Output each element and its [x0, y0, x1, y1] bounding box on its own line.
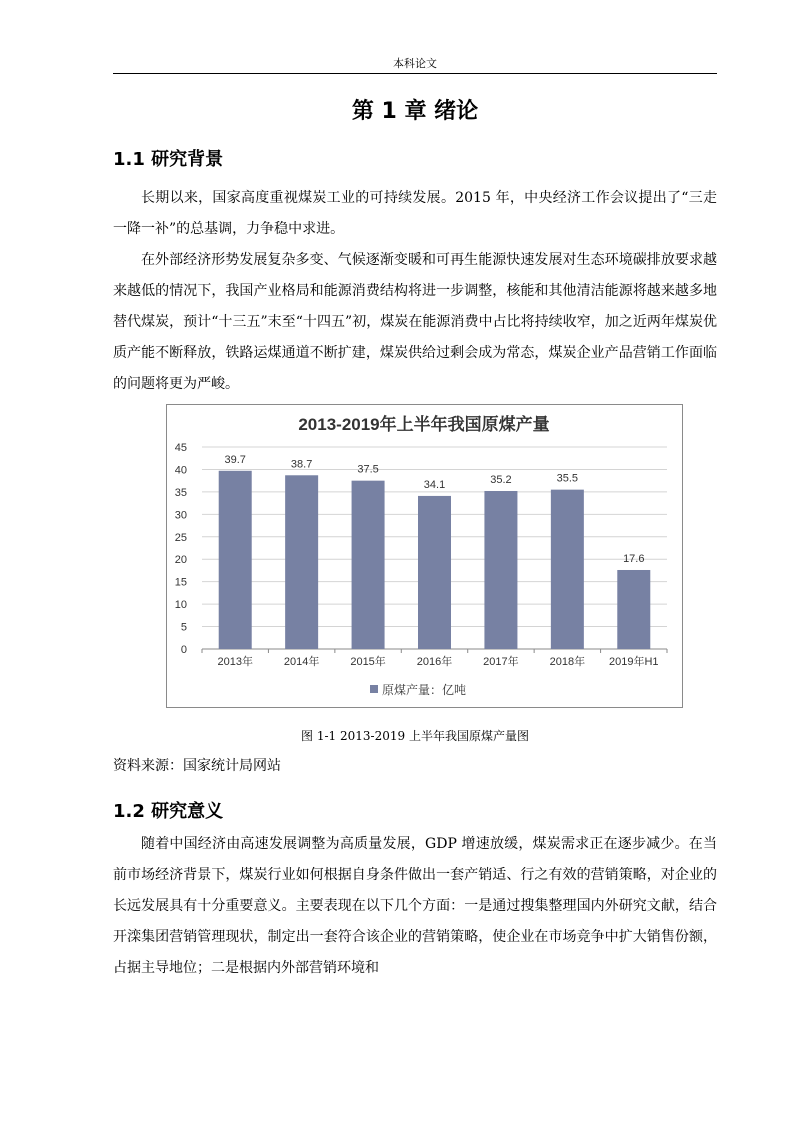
y-tick-label: 25 — [174, 531, 187, 544]
y-tick-label: 5 — [180, 621, 187, 634]
data-label: 38.7 — [290, 458, 313, 471]
bar — [219, 471, 252, 649]
legend-swatch — [370, 685, 378, 693]
data-label: 35.5 — [556, 472, 579, 485]
figure-caption: 图 1-1 2013-2019 上半年我国原煤产量图 — [301, 729, 529, 743]
paragraph: 长期以来，国家高度重视煤炭工业的可持续发展。2015 年，中央经济工作会议提出了“三走一降一补”的总基调，力争稳中求进。 — [113, 190, 717, 237]
bar — [551, 490, 584, 649]
bar-chart — [166, 404, 683, 708]
chart-svg — [167, 405, 682, 707]
x-tick-label: 2017年 — [483, 656, 519, 668]
x-tick-label: 2016年 — [416, 656, 453, 668]
y-tick-label: 45 — [174, 442, 187, 454]
section-title-significance: 1.2 研究意义 — [113, 801, 224, 822]
bar — [285, 475, 318, 649]
y-tick-label: 15 — [174, 576, 187, 589]
data-label: 37.5 — [357, 463, 379, 476]
y-tick-label: 0 — [180, 644, 187, 656]
chart-title: 2013-2019年上半年我国原煤产量 — [298, 415, 550, 434]
x-tick-label: 2013年 — [217, 656, 253, 668]
bar — [484, 491, 517, 649]
chapter-title: 第 1 章 绪论 — [351, 99, 479, 124]
data-label: 39.7 — [224, 453, 246, 466]
paragraph: 随着中国经济由高速发展调整为高质量发展，GDP 增速放缓，煤炭需求正在逐步减少。在当前市场经济背景下，煤炭行业如何根据自身条件做出一套产销适、行之有效的营销策略，对企业的长远发展具有十分重要意义。主要表现在以下几个方面：一是通过搜集整理国内外研究文献，结合开滦集团营销管理现状，制定出一套符合该企业的营销策略，使企业在市场竞争中扩大销售份额，占据主导地位；二是根据内外部营销环境和 — [113, 836, 717, 976]
paragraph: 在外部经济形势发展复杂多变、气候逐渐变暖和可再生能源快速发展对生态环境碳排放要求越来越低的情况下，我国产业格局和能源消费结构将进一步调整，核能和其他清洁能源将越来越多地替代煤炭，预计“十三五”末至“十四五”初，煤炭在能源消费中占比将持续收窄，加之近两年煤炭优质产能不断释放，铁路运煤通道不断扩建，煤炭供给过剩会成为常态，煤炭企业产品营销工作面临的问题将更为严峻。 — [113, 252, 717, 392]
y-tick-label: 35 — [174, 486, 187, 499]
section-title-background: 1.1 研究背景 — [113, 149, 224, 170]
data-label: 34.1 — [423, 478, 446, 491]
data-label: 17.6 — [623, 552, 645, 565]
bar — [617, 570, 650, 649]
y-tick-label: 30 — [174, 509, 187, 522]
bar — [352, 481, 385, 649]
y-tick-label: 40 — [174, 464, 187, 477]
figure-source: 资料来源：国家统计局网站 — [113, 758, 281, 774]
bar — [418, 496, 451, 649]
header-rule — [113, 73, 717, 74]
x-tick-label: 2018年 — [549, 656, 586, 668]
x-tick-label: 2019年H1 — [609, 656, 659, 668]
legend-label: 原煤产量：亿吨 — [382, 683, 467, 697]
x-tick-label: 2015年 — [350, 656, 386, 668]
running-header: 本科论文 — [393, 57, 437, 70]
y-tick-label: 10 — [174, 599, 187, 612]
data-label: 35.2 — [490, 473, 512, 486]
y-tick-label: 20 — [174, 554, 187, 567]
x-tick-label: 2014年 — [283, 656, 320, 668]
